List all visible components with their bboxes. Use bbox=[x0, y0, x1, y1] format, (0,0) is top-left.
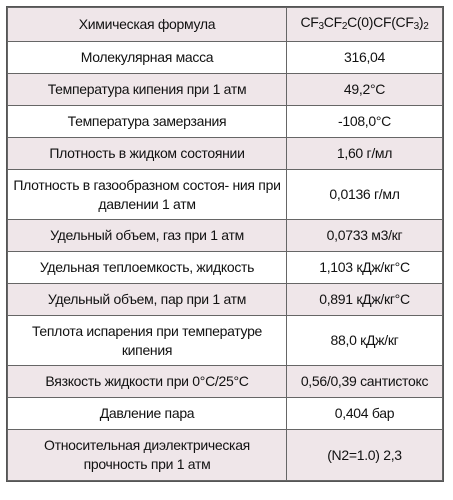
row-label: Удельный объем, газ при 1 атм bbox=[8, 220, 287, 252]
table-row bbox=[8, 430, 443, 481]
formula-subscript: 2 bbox=[423, 21, 429, 32]
table-row bbox=[8, 366, 443, 398]
formula-subscript: 3 bbox=[413, 21, 419, 32]
table-row bbox=[8, 74, 443, 106]
row-label: Молекулярная масса bbox=[8, 42, 287, 74]
formula-part: CF bbox=[323, 14, 342, 30]
table-row bbox=[8, 170, 443, 220]
table-row bbox=[8, 8, 443, 42]
row-label: Относительная диэлектрическая прочность при 1 атм bbox=[8, 430, 287, 481]
row-value: 0,0136 г/мл bbox=[287, 170, 443, 220]
row-label: Вязкость жидкости при 0°С/25°С bbox=[8, 366, 287, 398]
row-label: Температура кипения при 1 атм bbox=[8, 74, 287, 106]
row-value: 0,891 кДж/кг°С bbox=[287, 284, 443, 316]
row-label: Теплота испарения при температуре кипения bbox=[8, 316, 287, 366]
chemical-formula bbox=[287, 8, 443, 42]
row-label: Плотность в жидком состоянии bbox=[8, 138, 287, 170]
row-value: (N2=1.0) 2,3 bbox=[287, 430, 443, 481]
table-row bbox=[8, 106, 443, 138]
row-label: Плотность в газообразном состоя- ния при давлении 1 атм bbox=[8, 170, 287, 220]
row-value: 49,2°С bbox=[287, 74, 443, 106]
table-row bbox=[8, 220, 443, 252]
table-row bbox=[8, 284, 443, 316]
row-label: Химическая формула bbox=[8, 8, 287, 42]
row-value: 316,04 bbox=[287, 42, 443, 74]
formula-part: C(0)CF(CF bbox=[347, 14, 414, 30]
formula-part: ) bbox=[418, 14, 424, 30]
formula-subscript: 3 bbox=[318, 21, 324, 32]
row-value: 1,60 г/мл bbox=[287, 138, 443, 170]
table-row bbox=[8, 138, 443, 170]
table-row bbox=[8, 252, 443, 284]
row-value: 1,103 кДж/кг°С bbox=[287, 252, 443, 284]
properties-table bbox=[7, 7, 443, 481]
row-label: Удельный объем, пар при 1 атм bbox=[8, 284, 287, 316]
row-label: Давление пара bbox=[8, 398, 287, 430]
table-row bbox=[8, 316, 443, 366]
row-label: Температура замерзания bbox=[8, 106, 287, 138]
properties-table-container bbox=[6, 6, 444, 482]
row-value: -108,0°С bbox=[287, 106, 443, 138]
row-value: 88,0 кДж/кг bbox=[287, 316, 443, 366]
row-value: 0,404 бар bbox=[287, 398, 443, 430]
formula-subscript: 2 bbox=[341, 21, 348, 32]
row-value: 0,56/0,39 сантистокс bbox=[287, 366, 443, 398]
table-row bbox=[8, 42, 443, 74]
formula-part: CF bbox=[300, 14, 319, 30]
row-label: Удельная теплоемкость, жидкость bbox=[8, 252, 287, 284]
row-value: 0,0733 м3/кг bbox=[287, 220, 443, 252]
table-row bbox=[8, 398, 443, 430]
